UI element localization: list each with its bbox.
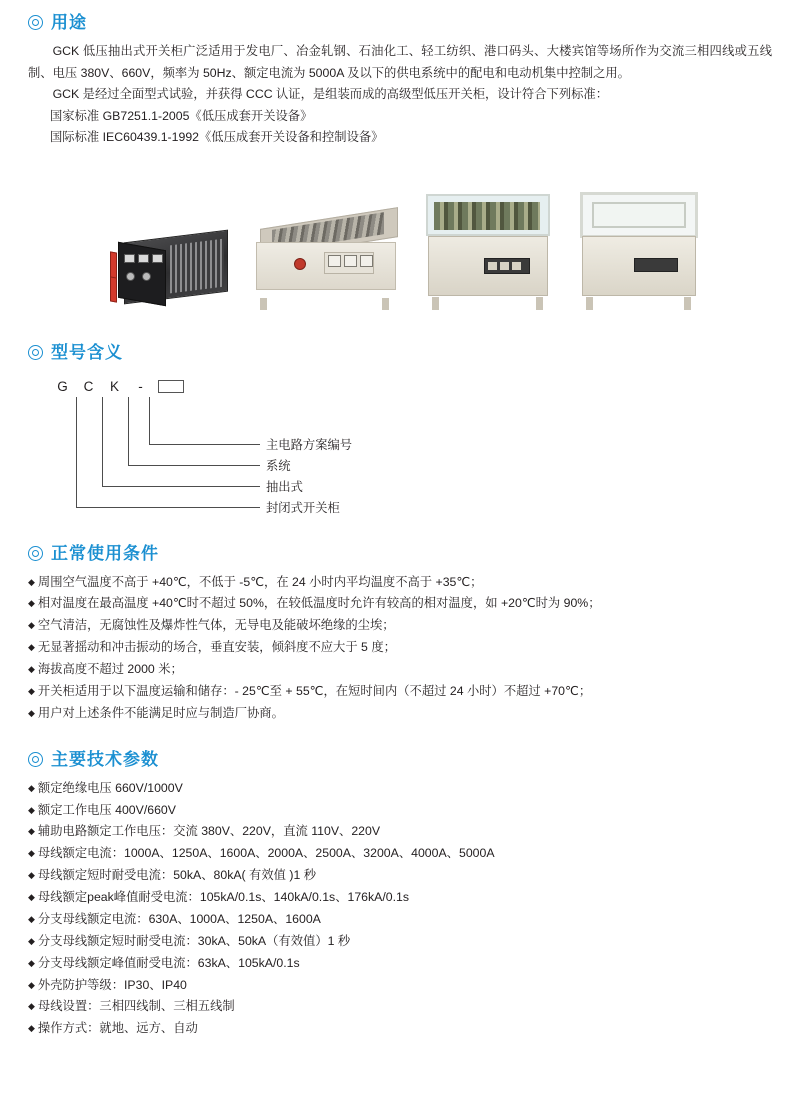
- panel-gauge: [360, 255, 373, 267]
- model-code-box: [158, 380, 184, 393]
- specs-list: [28, 778, 772, 1041]
- usage-paragraph-2: GCK 是经过全面型式试验，并获得 CCC 认证，是组装而成的高级型低压开关柜，设计符合下列标准：: [52, 87, 609, 102]
- product-image-4: [576, 192, 702, 310]
- cabinet-foot: [684, 297, 691, 310]
- panel-meter: [138, 254, 149, 263]
- model-letter-k: K: [109, 378, 120, 394]
- emergency-stop-button: [294, 258, 306, 270]
- list-item: ◆ 用户对上述条件不能满足时应与制造厂协商。: [28, 703, 772, 725]
- leader-line-2-h: [128, 465, 260, 466]
- leader-line-3: [102, 397, 103, 486]
- list-item: ◆ 母线额定电流：1000A、1250A、1600A、2000A、2500A、3200A、4000A、5000A: [28, 843, 772, 865]
- leader-line-4-h: [76, 507, 260, 508]
- circle-bullet-icon: [28, 546, 43, 561]
- section-header-specs: [28, 751, 772, 768]
- list-item: ◆ 额定工作电压 400V/660V: [28, 800, 772, 822]
- list-item: ◆ 操作方式：就地、远方、自动: [28, 1018, 772, 1040]
- model-letter-c: C: [83, 378, 95, 394]
- conditions-list: [28, 572, 772, 725]
- model-label-2: 系统: [266, 458, 291, 473]
- section-header-conditions: [28, 545, 772, 562]
- usage-standard-national: 国家标准 GB7251.1-2005《低压成套开关设备》: [50, 108, 313, 123]
- list-item: ◆ 外壳防护等级：IP30、IP40: [28, 975, 772, 997]
- list-item: ◆ 辅助电路额定工作电压：交流 380V、220V，直流 110V、220V: [28, 821, 772, 843]
- list-item: ◆ 额定绝缘电压 660V/1000V: [28, 778, 772, 800]
- indicator-light: [512, 262, 521, 270]
- leader-line-3-h: [102, 486, 260, 487]
- list-item: ◆ 分支母线额定电流：630A、1000A、1250A、1600A: [28, 909, 772, 931]
- list-item: ◆ 分支母线额定短时耐受电流：30kA、50kA（有效值）1 秒: [28, 931, 772, 953]
- panel-gauge: [328, 255, 341, 267]
- panel-meter: [124, 254, 135, 263]
- leader-line-2: [128, 397, 129, 465]
- usage-standard-international: 国际标准 IEC60439.1-1992《低压成套开关设备和控制设备》: [50, 130, 384, 145]
- list-item: ◆ 周围空气温度不高于 +40℃，不低于 -5℃，在 24 小时内平均温度不高于 +35℃；: [28, 572, 772, 594]
- model-letter-g: G: [57, 378, 69, 394]
- model-label-1: 主电路方案编号: [266, 437, 353, 452]
- section-title: 主要技术参数: [51, 749, 159, 769]
- indicator-light: [500, 262, 509, 270]
- circle-bullet-icon: [28, 345, 43, 360]
- section-title: 用途: [51, 13, 87, 32]
- leader-line-4: [76, 397, 77, 507]
- control-panel: [634, 258, 678, 272]
- product-image-3: [422, 194, 554, 310]
- panel-meter: [152, 254, 163, 263]
- list-item: ◆ 母线额定peak峰值耐受电流：105kA/0.1s、140kA/0.1s、176kA/0.1s: [28, 887, 772, 909]
- model-label-3: 抽出式: [266, 479, 303, 494]
- circle-bullet-icon: [28, 15, 43, 30]
- cabinet-foot: [586, 297, 593, 310]
- leader-line-1: [149, 397, 150, 444]
- list-item: ◆ 海拔高度不超过 2000 米；: [28, 659, 772, 681]
- section-model-meaning: [28, 344, 772, 519]
- section-title: 正常使用条件: [51, 543, 159, 563]
- product-image-2: [250, 218, 400, 310]
- leader-line-1-h: [149, 444, 260, 445]
- section-normal-conditions: [28, 545, 772, 725]
- indicator-light: [488, 262, 497, 270]
- product-image-1: [108, 232, 228, 310]
- list-item: ◆ 母线额定短时耐受电流：50kA、80kA( 有效值 )1 秒: [28, 865, 772, 887]
- model-dash: -: [138, 378, 144, 394]
- cabinet-inner-frame: [592, 202, 686, 228]
- panel-knob: [126, 272, 135, 281]
- cabinet-foot: [260, 298, 267, 310]
- model-code-row: [50, 379, 184, 394]
- cabinet-vent-fins: [170, 238, 224, 293]
- circle-bullet-icon: [28, 752, 43, 767]
- list-item: ◆ 相对温度在最高温度 +40℃时不超过 50%，在较低温度时允许有较高的相对温度，如 +20℃时为 90%；: [28, 593, 772, 615]
- list-item: ◆ 空气清洁，无腐蚀性及爆炸性气体，无导电及能破坏绝缘的尘埃；: [28, 615, 772, 637]
- cabinet-foot: [382, 298, 389, 310]
- red-handle: [110, 251, 117, 278]
- section-title: 型号含义: [51, 342, 123, 362]
- product-image-row: [28, 175, 772, 310]
- list-item: ◆ 无显著摇动和冲击振动的场合，垂直安装，倾斜度不应大于 5 度；: [28, 637, 772, 659]
- section-header-usage: [28, 14, 772, 31]
- section-usage: [28, 0, 772, 149]
- list-item: ◆ 分支母线额定峰值耐受电流：63kA、105kA/0.1s: [28, 953, 772, 975]
- cabinet-foot: [432, 297, 439, 310]
- cabinet-foot: [536, 297, 543, 310]
- cabinet-internal-components: [434, 202, 540, 230]
- usage-paragraphs: [28, 41, 772, 149]
- model-label-4: 封闭式开关柜: [266, 500, 340, 515]
- model-code-diagram: [28, 379, 772, 519]
- usage-paragraph-1: GCK 低压抽出式开关柜广泛适用于发电厂、冶金轧钢、石油化工、轻工纺织、港口码头、大楼宾馆等场所作为交流三相四线或五线制、电压 380V、660V，频率为 50Hz、额定电流为 5000A 及以下的供电系统中的配电和电动机集中控制之用。: [28, 44, 772, 80]
- panel-knob: [142, 272, 151, 281]
- red-handle: [110, 275, 117, 302]
- list-item: ◆ 母线设置：三相四线制、三相五线制: [28, 996, 772, 1018]
- list-item: ◆ 开关柜适用于以下温度运输和储存：- 25℃至 + 55℃，在短时间内（不超过 24 小时）不超过 +70℃；: [28, 681, 772, 703]
- section-header-model: [28, 344, 772, 361]
- section-technical-parameters: [28, 751, 772, 1041]
- panel-gauge: [344, 255, 357, 267]
